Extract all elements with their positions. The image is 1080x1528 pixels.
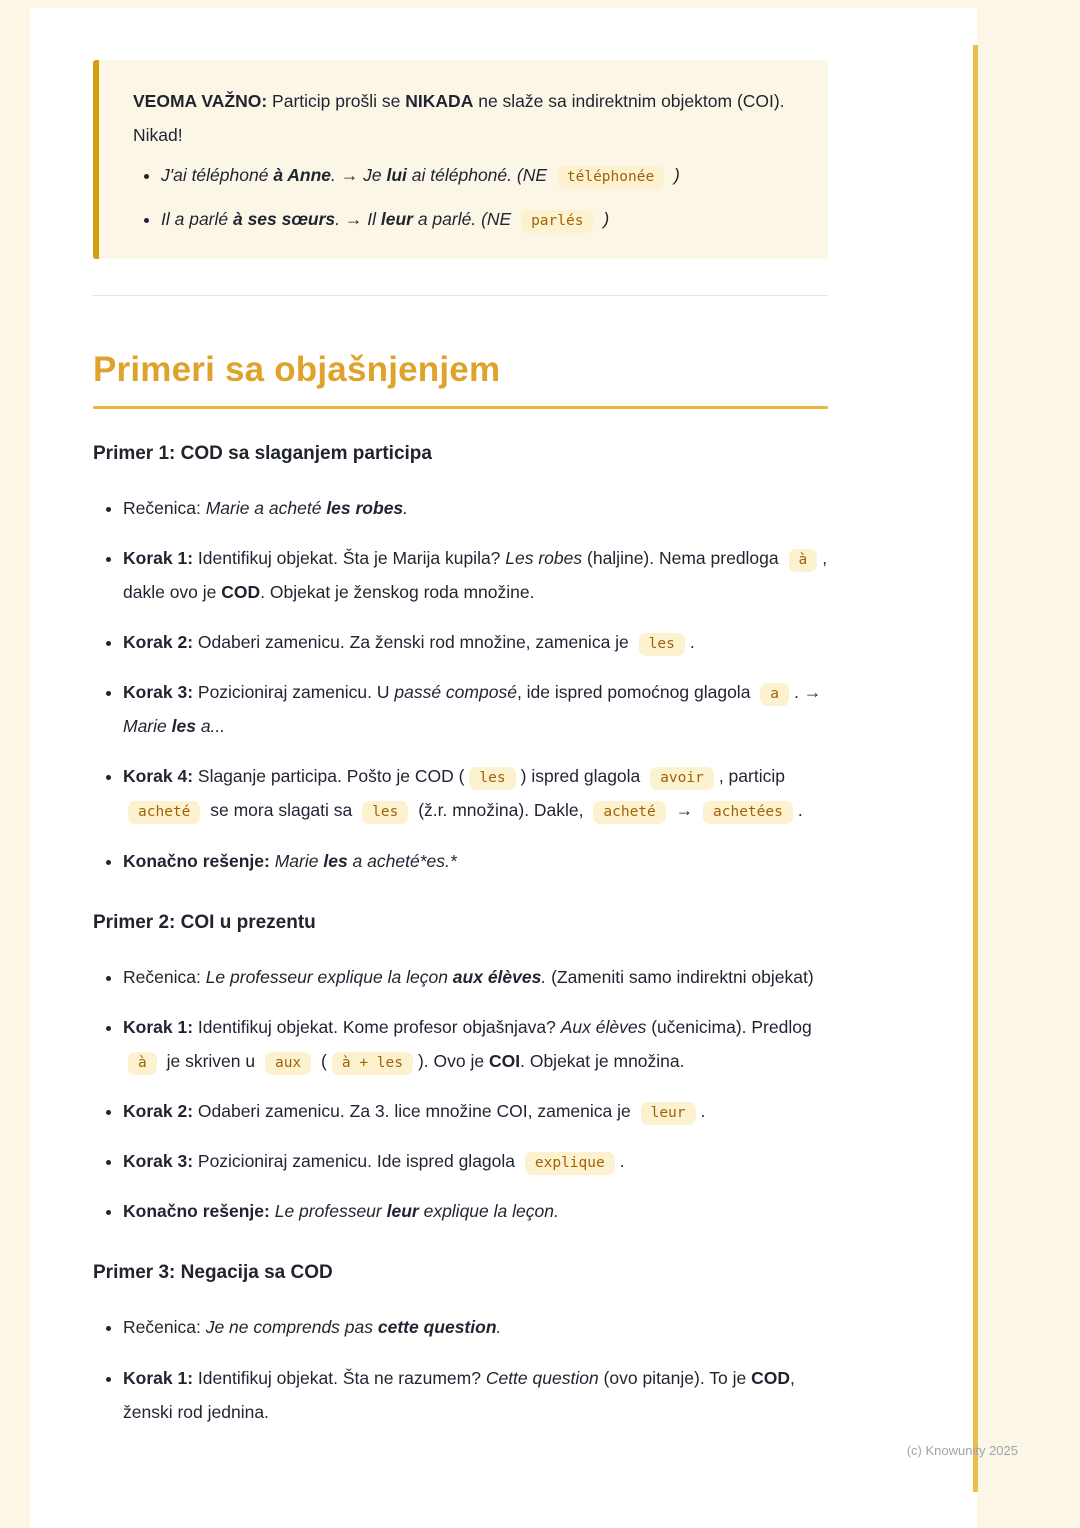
- code-chip: achetées: [703, 801, 793, 824]
- important-callout: [93, 60, 828, 259]
- list-item: [123, 541, 828, 609]
- text-segment: Odaberi zamenicu. Za 3. lice množine COI, zamenica je: [193, 1101, 636, 1121]
- text-segment: ) ispred glagola: [520, 766, 646, 787]
- list-item: [123, 1361, 828, 1429]
- page-title: Primeri sa objašnjenjem: [93, 349, 501, 389]
- code-chip: aux: [265, 1052, 311, 1075]
- text-segment: les: [323, 850, 348, 871]
- code-chip: leur: [641, 1102, 696, 1125]
- text-segment: ). Ovo je: [417, 1050, 489, 1071]
- code-chip: les: [362, 801, 408, 824]
- list-item: [123, 1310, 828, 1344]
- text-segment: à ses sœurs: [232, 209, 336, 230]
- text-segment: (Zameniti samo indirektni objekat): [551, 966, 814, 987]
- text-segment: Identifikuj objekat. Šta ne razumem?: [193, 1367, 486, 1388]
- text-segment: .: [797, 800, 803, 821]
- text-segment: à Anne: [273, 165, 332, 186]
- document-content: [93, 60, 828, 1445]
- text-segment: , ženski rod jednina.: [123, 1367, 795, 1422]
- section-list: [93, 491, 828, 878]
- text-segment: passé composé: [394, 682, 517, 702]
- text-segment: Odaberi zamenicu. Za ženski rod množine, zamenica je: [193, 631, 634, 652]
- code-chip: acheté: [128, 801, 200, 824]
- list-item: [123, 625, 828, 659]
- text-segment: a parlé. (NE: [412, 209, 517, 230]
- text-segment: cette question: [377, 1317, 497, 1338]
- text-segment: Je: [363, 165, 387, 186]
- text-segment: Korak 2:: [123, 631, 194, 652]
- text-segment: explique la leçon.: [418, 1201, 559, 1222]
- text-segment: Il: [367, 209, 381, 230]
- text-segment: , particip: [718, 766, 785, 787]
- text-segment: Cette question: [485, 1367, 599, 1388]
- text-segment: , dakle ovo je: [123, 547, 828, 602]
- list-item: [123, 1194, 828, 1228]
- list-item: [123, 491, 828, 525]
- code-chip: parlés: [521, 210, 593, 233]
- text-segment: .: [335, 209, 345, 230]
- text-segment: (ovo pitanje). To je: [598, 1367, 752, 1388]
- code-chip: à: [128, 1052, 157, 1075]
- text-segment: Pozicioniraj zamenicu. Ide ispred glagola: [193, 1151, 520, 1172]
- text-segment: ai téléphoné. (NE: [406, 165, 552, 186]
- code-chip: acheté: [593, 801, 665, 824]
- list-item: [123, 1144, 828, 1178]
- list-item: [123, 844, 828, 878]
- text-segment: →: [670, 800, 699, 821]
- text-segment: Identifikuj objekat. Šta je Marija kupila?: [193, 547, 506, 568]
- page-edge-accent: [973, 45, 978, 1492]
- text-segment: (ž.r. množina). Dakle,: [413, 800, 589, 821]
- text-segment: Marie: [123, 716, 172, 737]
- text-segment: COD: [751, 1367, 790, 1388]
- list-item: [123, 960, 828, 994]
- text-segment: lui: [386, 165, 407, 186]
- text-segment: . Objekat je ženskog roda množine.: [260, 581, 535, 602]
- text-segment: Le professeur explique la leçon: [205, 966, 453, 987]
- text-segment: Korak 1:: [123, 1367, 194, 1388]
- text-segment: je skriven u: [161, 1050, 260, 1071]
- section-title: Primer 2: COI u prezentu: [93, 911, 316, 933]
- text-segment: Aux élèves: [560, 1016, 647, 1037]
- section-list: [93, 1310, 828, 1428]
- section-list: [93, 960, 828, 1229]
- code-chip: a: [760, 683, 789, 706]
- text-segment: .: [496, 1317, 502, 1338]
- text-segment: .: [689, 631, 695, 652]
- text-segment: se mora slagati sa: [205, 800, 358, 821]
- code-chip: à + les: [332, 1052, 413, 1075]
- text-segment: ): [598, 209, 610, 230]
- text-segment: Identifikuj objekat. Kome profesor objašnjava?: [193, 1016, 561, 1037]
- text-segment: Korak 1:: [123, 547, 194, 568]
- text-segment: , ide ispred pomoćnog glagola: [516, 682, 756, 702]
- list-item: [123, 1094, 828, 1128]
- text-segment: Korak 4:: [123, 766, 194, 787]
- text-segment: →: [344, 209, 368, 230]
- callout-list: [133, 158, 798, 236]
- text-segment: Rečenica:: [123, 966, 206, 987]
- text-segment: Slaganje participa. Pošto je COD (: [193, 766, 465, 787]
- text-segment: aux élèves: [452, 966, 542, 987]
- callout-item: [161, 158, 798, 192]
- text-segment: Pozicioniraj zamenicu. U: [193, 682, 395, 702]
- code-chip: avoir: [650, 767, 714, 790]
- code-chip: à: [789, 549, 818, 572]
- text-segment: NIKADA: [405, 91, 474, 111]
- text-segment: Korak 2:: [123, 1101, 194, 1121]
- section-title: Primer 3: Negacija sa COD: [93, 1262, 333, 1284]
- callout-item: [161, 202, 798, 236]
- text-segment: les: [171, 716, 196, 737]
- list-item: [123, 759, 828, 827]
- text-segment: Rečenica:: [123, 497, 206, 518]
- text-segment: VEOMA VAŽNO:: [133, 91, 268, 111]
- list-item: [123, 1010, 828, 1078]
- text-segment: (haljine). Nema predloga: [582, 547, 784, 568]
- section-title: Primer 1: COD sa slaganjem participa: [93, 442, 432, 464]
- callout-title: [133, 84, 798, 152]
- text-segment: Je ne comprends pas: [205, 1317, 378, 1338]
- text-segment: Particip prošli se: [267, 91, 406, 111]
- text-segment: Korak 3:: [123, 682, 194, 702]
- text-segment: les robes: [326, 497, 404, 518]
- text-segment: COD: [221, 581, 261, 602]
- text-segment: Le professeur: [274, 1201, 387, 1222]
- text-segment: Korak 1:: [123, 1016, 194, 1037]
- text-segment: .: [331, 165, 341, 186]
- code-chip: les: [639, 633, 685, 656]
- text-segment: Marie a acheté: [205, 497, 327, 518]
- text-segment: leur: [380, 209, 413, 230]
- text-segment: COI: [488, 1050, 521, 1071]
- text-segment: .: [541, 966, 552, 987]
- code-chip: les: [469, 767, 515, 790]
- text-segment: a acheté*es.*: [347, 850, 457, 871]
- section-divider: [93, 295, 828, 296]
- examples-sections: [93, 443, 828, 1429]
- text-segment: . →: [794, 682, 822, 702]
- code-chip: explique: [525, 1152, 615, 1175]
- text-segment: .: [403, 497, 409, 518]
- text-segment: Konačno rešenje:: [123, 1201, 270, 1222]
- watermark: (c) Knowunity 2025: [906, 1443, 1018, 1458]
- text-segment: (učenicima). Predlog: [646, 1016, 812, 1037]
- text-segment: Korak 3:: [123, 1151, 194, 1172]
- text-segment: . Objekat je množina.: [520, 1050, 685, 1071]
- list-item: [123, 675, 828, 743]
- text-segment: (: [316, 1050, 327, 1071]
- text-segment: Il a parlé: [161, 209, 233, 230]
- text-segment: ): [669, 165, 680, 186]
- code-chip: téléphonée: [557, 166, 664, 189]
- text-segment: .: [619, 1151, 625, 1172]
- text-segment: leur: [386, 1201, 419, 1222]
- text-segment: ne slaže sa indirektnim objektom (COI). Nikad!: [133, 91, 785, 146]
- text-segment: Rečenica:: [123, 1317, 206, 1338]
- text-segment: .: [700, 1101, 706, 1121]
- text-segment: J'ai téléphoné: [161, 165, 274, 186]
- text-segment: Les robes: [505, 547, 583, 568]
- document-page: [30, 8, 977, 1528]
- text-segment: Konačno rešenje:: [123, 850, 270, 871]
- text-segment: Marie: [274, 850, 324, 871]
- text-segment: a...: [195, 716, 226, 737]
- heading-underline: [93, 406, 828, 409]
- text-segment: →: [340, 165, 364, 186]
